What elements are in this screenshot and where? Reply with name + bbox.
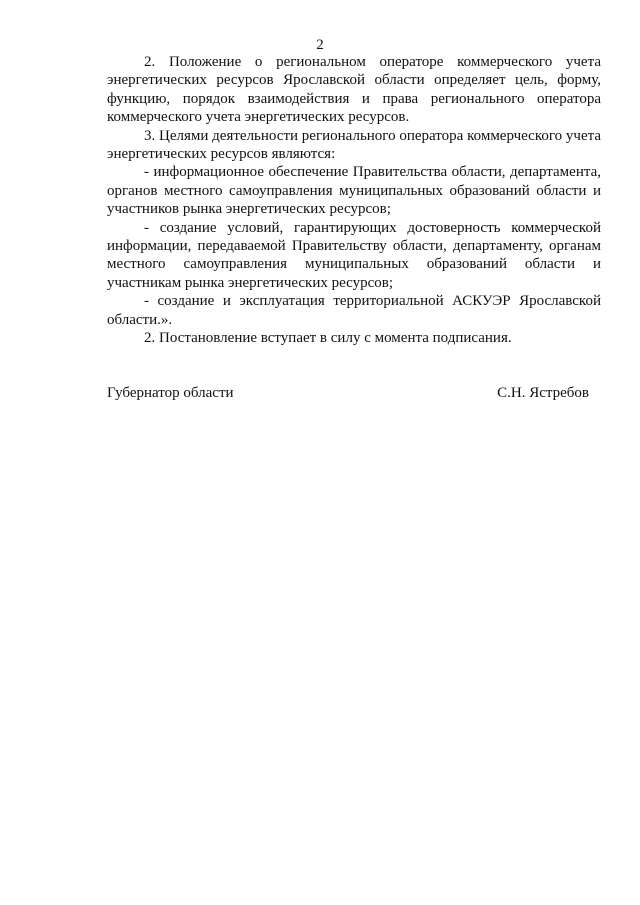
document-body: [107, 53, 601, 348]
paragraph-goal-information-support: - информационное обеспечение Правительства области, департамента, органов местного самоуправления муниципальных образований области и участников рынка энергетических ресурсов;: [107, 164, 601, 218]
signatory-position: Губернатор области: [107, 385, 234, 401]
paragraph-effective-date: 2. Постановление вступает в силу с момента подписания.: [144, 330, 512, 347]
signature-block: [107, 384, 589, 402]
paragraph-goal-reliability-conditions: - создание условий, гарантирующих достоверность коммерческой информации, передаваемой Правительству области, департаменту, органам местного самоуправления муниципальных образований области и участникам рынка энергетических ресурсов;: [107, 219, 601, 291]
paragraph-operator-goals: 3. Целями деятельности регионального оператора коммерческого учета энергетических ресурсов являются:: [107, 127, 601, 163]
signatory-name: С.Н. Ястребов: [497, 385, 589, 401]
paragraph-goal-askuer-operation: - создание и эксплуатация территориальной АСКУЭР Ярославской области.».: [107, 293, 601, 328]
paragraph-regulation-purpose: 2. Положение о региональном операторе коммерческого учета энергетических ресурсов Ярославской области определяет цель, форму, функцию, порядок взаимодействия и права регионального оператора коммерческого учета энергетических ресурсов.: [107, 54, 601, 126]
page-number: 2: [316, 37, 324, 53]
